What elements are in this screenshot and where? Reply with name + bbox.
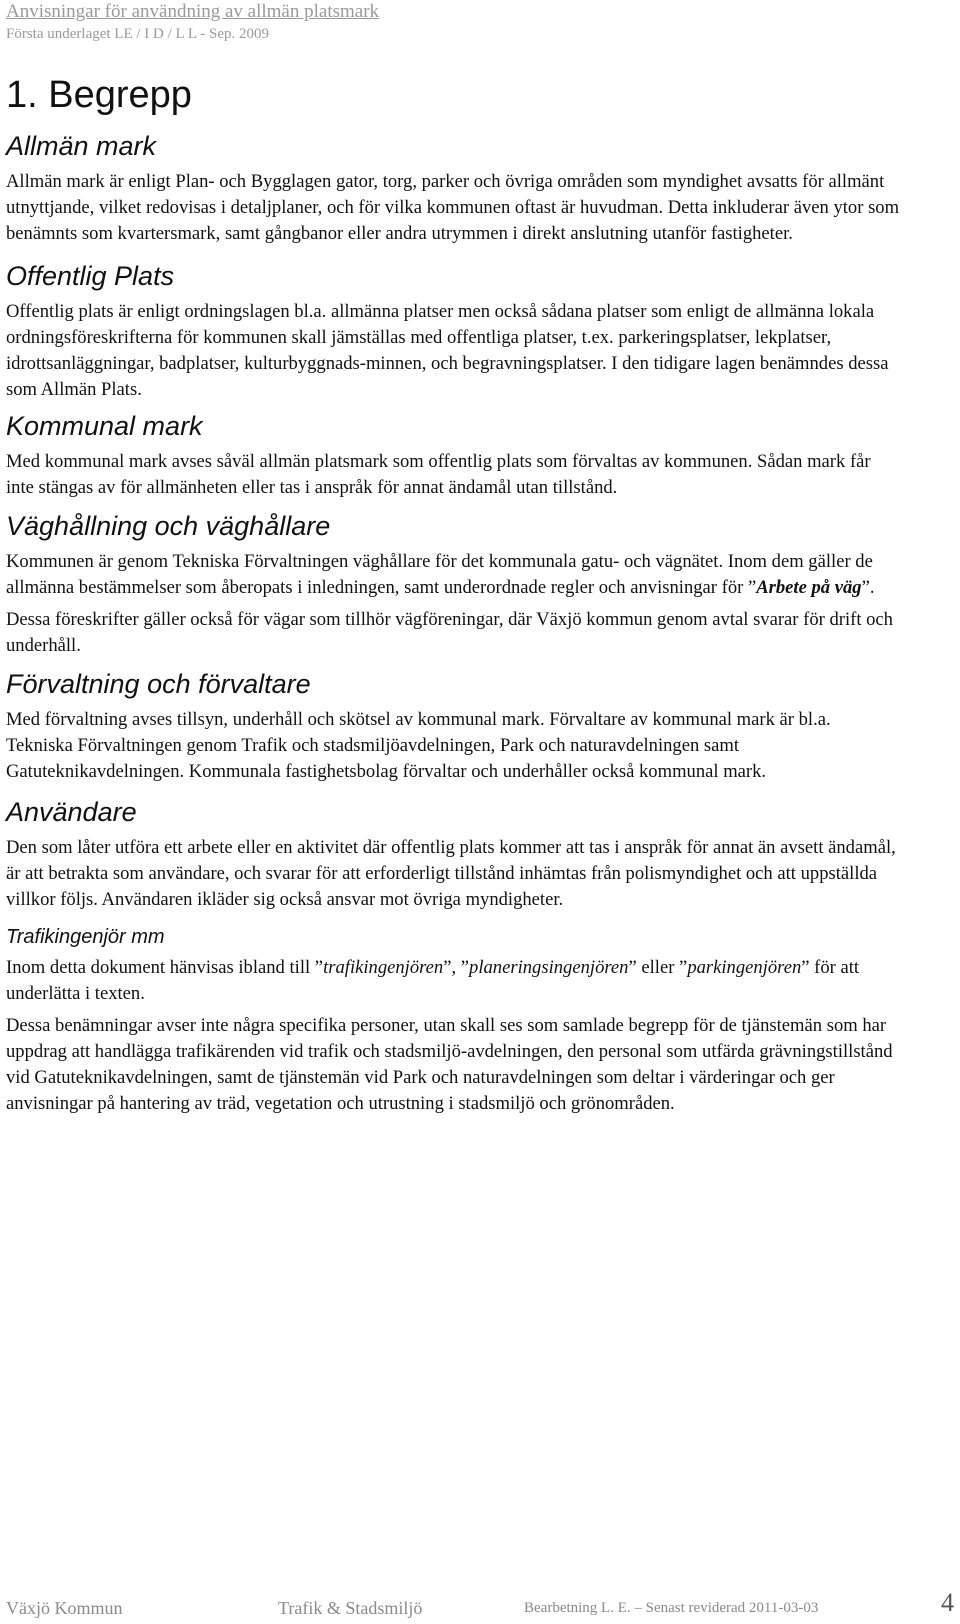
section-paragraph	[6, 549, 901, 601]
section-heading-trafikingenjor: Trafikingenjör mm	[6, 926, 165, 948]
emphasized-term: trafikingenjören	[323, 957, 444, 978]
section-paragraph: Med kommunal mark avses såväl allmän platsmark som offentlig plats som förvaltas av kommunen. Sådan mark får inte stängas av för allmänheten eller tas i anspråk för annat ändamål utan tillstånd.	[6, 451, 871, 498]
section-paragraph: Dessa benämningar avser inte några specifika personer, utan skall ses som samlade begrepp för de tjänstemän som har uppdrag att handlägga trafikärenden vid trafik och stadsmiljö-avdelningen, den personal som utfärda grävningstillstånd vid Gatuteknikavdelningen, samt de tjänstemän vid Park och naturavdelningen som deltar i värderingar och ger anvisningar på hantering av träd, vegetation och utrustning i stadsmiljö och grönområden.	[6, 1015, 893, 1114]
section-paragraph: Offentlig plats är enligt ordningslagen bl.a. allmänna platser men också sådana platser som enligt de allmänna lokala ordningsföreskrifterna för kommunen skall jämställas med offentliga platser, t.ex. parkeringsplatser, lekplatser, idrottsanläggningar, badplatser, kulturbyggnads-minnen, och begravningsplatser. I den tidigare lagen benämndes dessa som Allmän Plats.	[6, 301, 889, 400]
page-header	[6, 0, 379, 44]
footer-revision: Bearbetning L. E. – Senast reviderad 2011-03-03	[524, 1600, 819, 1616]
page-footer	[6, 1588, 954, 1624]
section-paragraph: Dessa föreskrifter gäller också för vägar som tillhör vägföreningar, där Växjö kommun genom avtal svarar för drift och underhåll.	[6, 609, 893, 656]
section-paragraph	[6, 955, 901, 1007]
document-body	[6, 60, 901, 1117]
text-run: ” för att underlätta i texten.	[6, 957, 860, 1004]
text-run: ”, ”	[443, 957, 470, 978]
footer-organization: Växjö Kommun	[6, 1598, 123, 1618]
emphasized-term: parkingenjören	[687, 957, 802, 978]
section-paragraph: Den som låter utföra ett arbete eller en aktivitet där offentlig plats kommer att tas i anspråk för annat än avsett ändamål, är att betrakta som användare, och svarar för att erforderligt tillstånd inhämtas från polismyndighet och att uppställda villkor följs. Användaren ikläder sig också ansvar mot övriga myndigheter.	[6, 837, 896, 910]
header-title[interactable]: Anvisningar för användning av allmän platsmark	[6, 1, 380, 22]
text-run: Kommunen är genom Tekniska Förvaltningen väghållare för det kommunala gatu- och vägnätet. Inom dem gäller de allmänna bestämmelser som åberopats i inledningen, samt underordnade regler och anvisningar för ”	[6, 551, 873, 598]
emphasized-term: Arbete på väg	[756, 577, 862, 598]
page-number: 4	[941, 1588, 954, 1617]
text-run: Inom detta dokument hänvisas ibland till ”	[6, 957, 324, 978]
emphasized-term: planeringsingenjören	[469, 957, 629, 978]
section-paragraph: Allmän mark är enligt Plan- och Bygglagen gator, torg, parker och övriga områden som myndighet avsatts för allmänt utnyttjande, vilket redovisas i detaljplaner, och för vilka kommunen oftast är huvudman. Detta inkluderar även ytor som benämnts som kvartersmark, samt gångbanor eller andra utrymmen i direkt anslutning utanför fastigheter.	[6, 171, 900, 244]
section-paragraph: Med förvaltning avses tillsyn, underhåll och skötsel av kommunal mark. Förvaltare av kommunal mark är bl.a. Tekniska Förvaltningen genom Trafik och stadsmiljöavdelningen, Park och naturavdelningen samt Gatuteknikavdelningen. Kommunala fastighetsbolag förvaltar och underhåller också kommunal mark.	[6, 709, 831, 782]
section-heading-forvaltning: Förvaltning och förvaltare	[6, 669, 311, 699]
section-heading-anvandare: Användare	[6, 797, 137, 827]
footer-department: Trafik & Stadsmiljö	[278, 1598, 423, 1618]
section-heading-vaghallning: Väghållning och väghållare	[6, 511, 331, 541]
text-run: ” eller ”	[628, 957, 688, 978]
text-run: ”.	[861, 577, 875, 598]
section-heading-allman-mark: Allmän mark	[6, 131, 157, 161]
section-heading-kommunal-mark: Kommunal mark	[6, 411, 203, 441]
header-subtitle: Första underlaget LE / I D / L L - Sep. 2009	[6, 26, 269, 42]
section-heading-offentlig-plats: Offentlig Plats	[6, 261, 175, 291]
chapter-title: 1. Begrepp	[6, 74, 192, 116]
